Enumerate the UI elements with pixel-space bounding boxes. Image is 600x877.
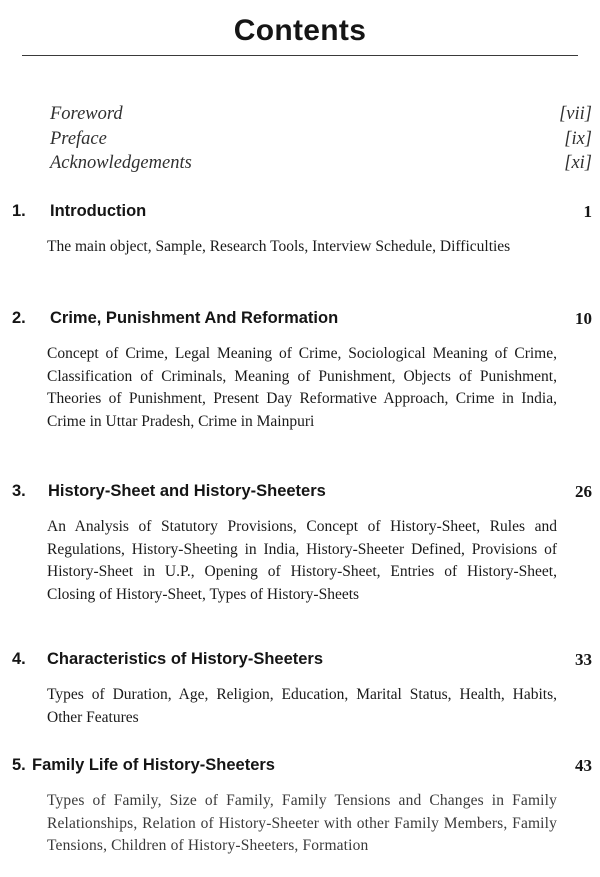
chapter-page: 1 [583, 202, 592, 221]
chapter-title: Family Life of History-Sheeters [32, 756, 275, 774]
chapter-1-description: The main object, Sample, Research Tools, Interview Schedule, Difficulties [47, 238, 511, 255]
chapter-page: 26 [575, 482, 592, 501]
chapter-title: History-Sheet and History-Sheeters [48, 482, 326, 500]
front-matter-label: Acknowledgements [50, 153, 192, 173]
front-matter-foreword [50, 104, 592, 128]
page-title: Contents [233, 14, 367, 47]
front-matter-preface [50, 129, 592, 153]
title-divider [22, 55, 578, 56]
chapter-5-description: Types of Family, Size of Family, Family Tensions and Changes in Family Relationships, Relation of History-Sheeter with other Family Members, Family Tensions, Children of History-Sheeters, Formation [47, 792, 557, 854]
chapter-number: 3. [12, 482, 26, 500]
chapter-page: 43 [575, 756, 592, 775]
chapter-2-description: Concept of Crime, Legal Meaning of Crime, Sociological Meaning of Crime, Classification of Criminals, Meaning of Punishment, Objects of Punishment, Theories of Punishment, Present Day Reformative Approach, Crime in India, Crime in Uttar Pradesh, Crime in Mainpuri [47, 345, 557, 430]
chapter-4-description: Types of Duration, Age, Religion, Education, Marital Status, Health, Habits, Other Features [47, 686, 557, 726]
chapter-3-description: An Analysis of Statutory Provisions, Concept of History-Sheet, Rules and Regulations, History-Sheeting in India, History-Sheeter Defined, Provisions of History-Sheet in U.P., Opening of History-Sheet, Entries of History-Sheet, Closing of History-Sheet, Types of History-Sheets [47, 518, 557, 603]
chapter-page: 10 [575, 309, 592, 328]
front-matter-page: [ix] [564, 129, 592, 149]
chapter-2-heading [12, 309, 592, 333]
chapter-title: Characteristics of History-Sheeters [47, 650, 324, 668]
chapter-number: 5. [12, 756, 26, 774]
chapter-title: Introduction [50, 202, 147, 220]
chapter-number: 1. [12, 202, 26, 220]
front-matter-page: [vii] [559, 104, 592, 124]
chapter-number: 4. [12, 650, 26, 668]
front-matter-page: [xi] [564, 153, 592, 173]
chapter-5-heading [12, 756, 592, 780]
chapter-1-heading [12, 202, 592, 226]
front-matter-label: Foreword [50, 104, 123, 124]
front-matter-label: Preface [50, 129, 107, 149]
chapter-3-heading [12, 482, 592, 506]
chapter-page: 33 [575, 650, 592, 669]
front-matter-acknowledgements [50, 153, 592, 177]
chapter-title: Crime, Punishment And Reformation [50, 309, 339, 327]
chapter-number: 2. [12, 309, 26, 327]
chapter-4-heading [12, 650, 592, 674]
